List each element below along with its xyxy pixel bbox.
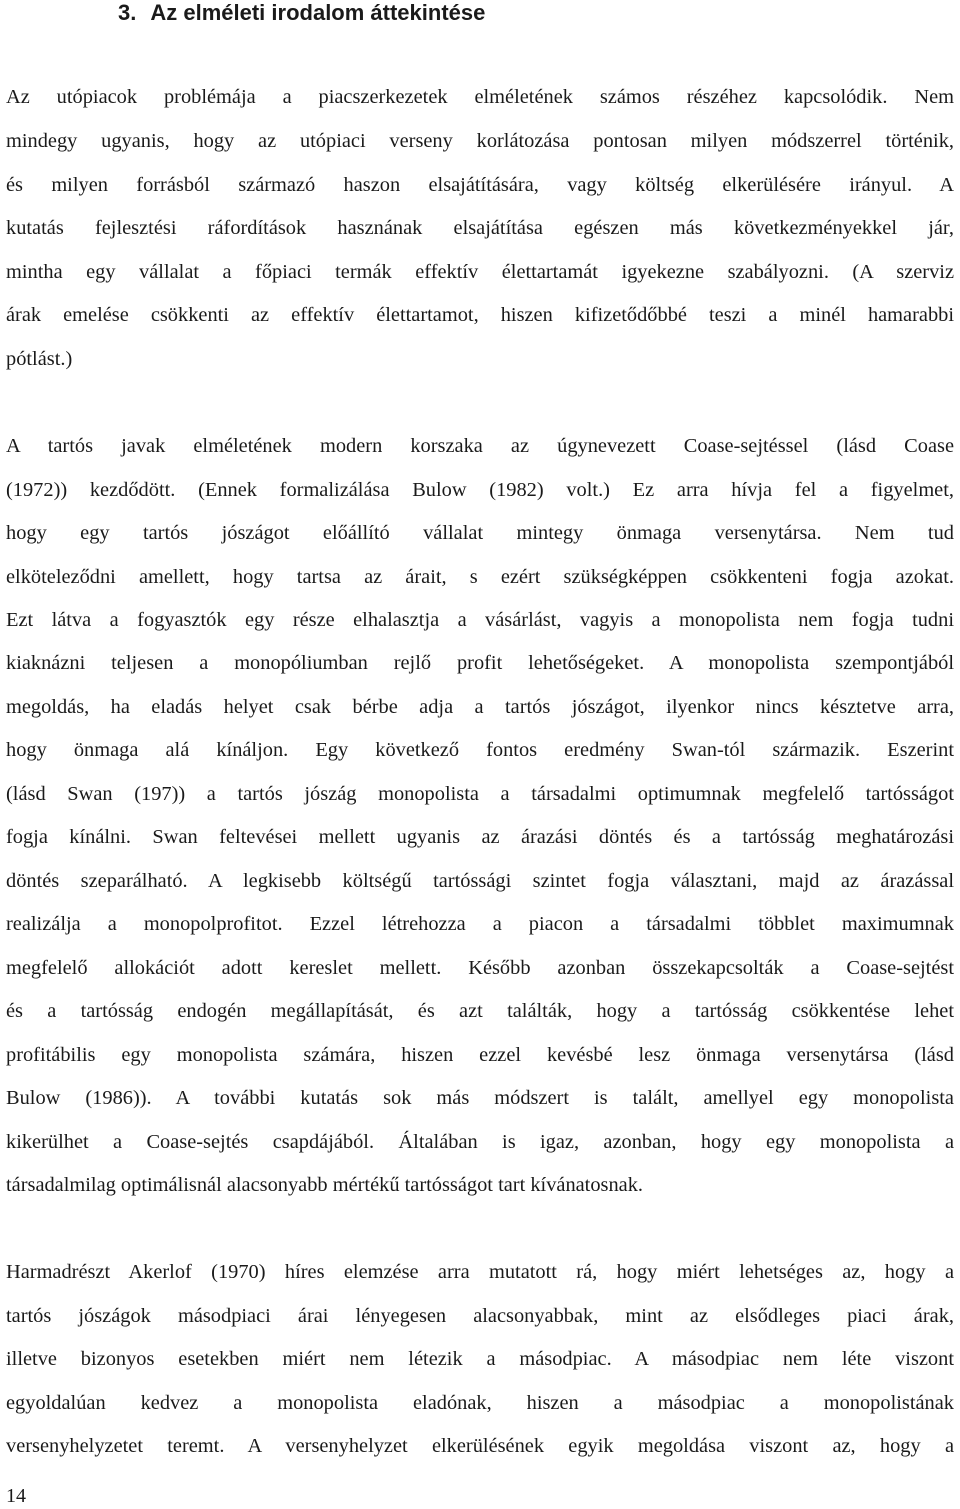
text-line: és milyen forrásból származó haszon elsajátítására, vagy költség elkerülésére irányul. A <box>6 174 954 196</box>
text-line: és a tartósság endogén megállapítását, és azt találták, hogy a tartósság csökkentése lehet <box>6 1000 954 1022</box>
section-title: Az elméleti irodalom áttekintése <box>150 0 486 25</box>
text-line: kutatás fejlesztési ráfordítások hasznának elsajátítása egészen más következményekkel jár, <box>6 217 954 239</box>
text-line: pótlást.) <box>6 348 73 370</box>
text-line: (lásd Swan (197)) a tartós jószág monopolista a társadalmi optimumnak megfelelő tartósságot <box>6 783 954 805</box>
text-line: mindegy ugyanis, hogy az utópiaci verseny korlátozása pontosan milyen módszerrel történik, <box>6 130 954 152</box>
text-line: hogy egy tartós jószágot előállító vállalat mintegy önmaga versenytársa. Nem tud <box>6 522 954 544</box>
page-number: 14 <box>6 1485 26 1507</box>
text-line: kikerülhet a Coase-sejtés csapdájából. Általában is igaz, azonban, hogy egy monopolista a <box>6 1131 954 1153</box>
text-line: versenyhelyzetet teremt. A versenyhelyzet elkerülésének egyik megoldása viszont az, hogy a <box>6 1435 954 1457</box>
text-line: tartós jószágok másodpiaci árai lényegesen alacsonyabbak, mint az elsődleges piaci árak, <box>6 1305 954 1327</box>
text-line: társadalmilag optimálisnál alacsonyabb mértékű tartósságot tart kívánatosnak. <box>6 1174 644 1196</box>
text-line: Ezt látva a fogyasztók egy része elhalasztja a vásárlást, vagyis a monopolista nem fogja tudni <box>6 609 954 631</box>
text-line: A tartós javak elméletének modern korszaka az úgynevezett Coase-sejtéssel (lásd Coase <box>6 435 954 457</box>
text-line: megfelelő allokációt adott kereslet mellett. Később azonban összekapcsolták a Coase-sejtést <box>6 957 954 979</box>
text-line: árak emelése csökkenti az effektív élettartamot, hiszen kifizetődőbbé teszi a minél hamarabbi <box>6 304 954 326</box>
text-line: profitábilis egy monopolista számára, hiszen ezzel kevésbé lesz önmaga versenytársa (lásd <box>6 1044 954 1066</box>
text-line: kiaknázni teljesen a monopóliumban rejlő profit lehetőségeket. A monopolista szempontjából <box>6 652 954 674</box>
text-line: megoldás, ha eladás helyet csak bérbe adja a tartós jószágot, ilyenkor nincs késztetve arra, <box>6 696 954 718</box>
text-line: illetve bizonyos esetekben miért nem létezik a másodpiac. A másodpiac nem léte viszont <box>6 1348 954 1370</box>
text-line: Harmadrészt Akerlof (1970) híres elemzése arra mutatott rá, hogy miért lehetséges az, hogy a <box>6 1261 954 1283</box>
text-line: realizálja a monopolprofitot. Ezzel létrehozza a piacon a társadalmi többlet maximumnak <box>6 913 954 935</box>
text-line: (1972)) kezdődött. (Ennek formalizálása Bulow (1982) volt.) Ez arra hívja fel a figyelmet, <box>6 479 954 501</box>
text-line: Bulow (1986)). A további kutatás sok más módszert is talált, amellyel egy monopolista <box>6 1087 954 1109</box>
text-line: hogy önmaga alá kínáljon. Egy következő fontos eredmény Swan-tól származik. Eszerint <box>6 739 954 761</box>
section-heading <box>118 0 485 26</box>
text-line: elköteleződni amellett, hogy tartsa az árait, s ezért szükségképpen csökkenteni fogja azokat. <box>6 566 954 588</box>
text-line: Az utópiacok problémája a piacszerkezetek elméletének számos részéhez kapcsolódik. Nem <box>6 86 954 108</box>
section-number: 3. <box>118 0 137 25</box>
text-line: mintha egy vállalat a főpiaci termák effektív élettartamát igyekezne szabályozni. (A szerviz <box>6 261 954 283</box>
text-line: fogja kínálni. Swan feltevései mellett ugyanis az árazási döntés és a tartósság meghatározási <box>6 826 954 848</box>
text-line: döntés szeparálható. A legkisebb költségű tartóssági szintet fogja választani, majd az árazással <box>6 870 954 892</box>
text-line: egyoldalúan kedvez a monopolista eladónak, hiszen a másodpiac a monopolistának <box>6 1392 954 1414</box>
